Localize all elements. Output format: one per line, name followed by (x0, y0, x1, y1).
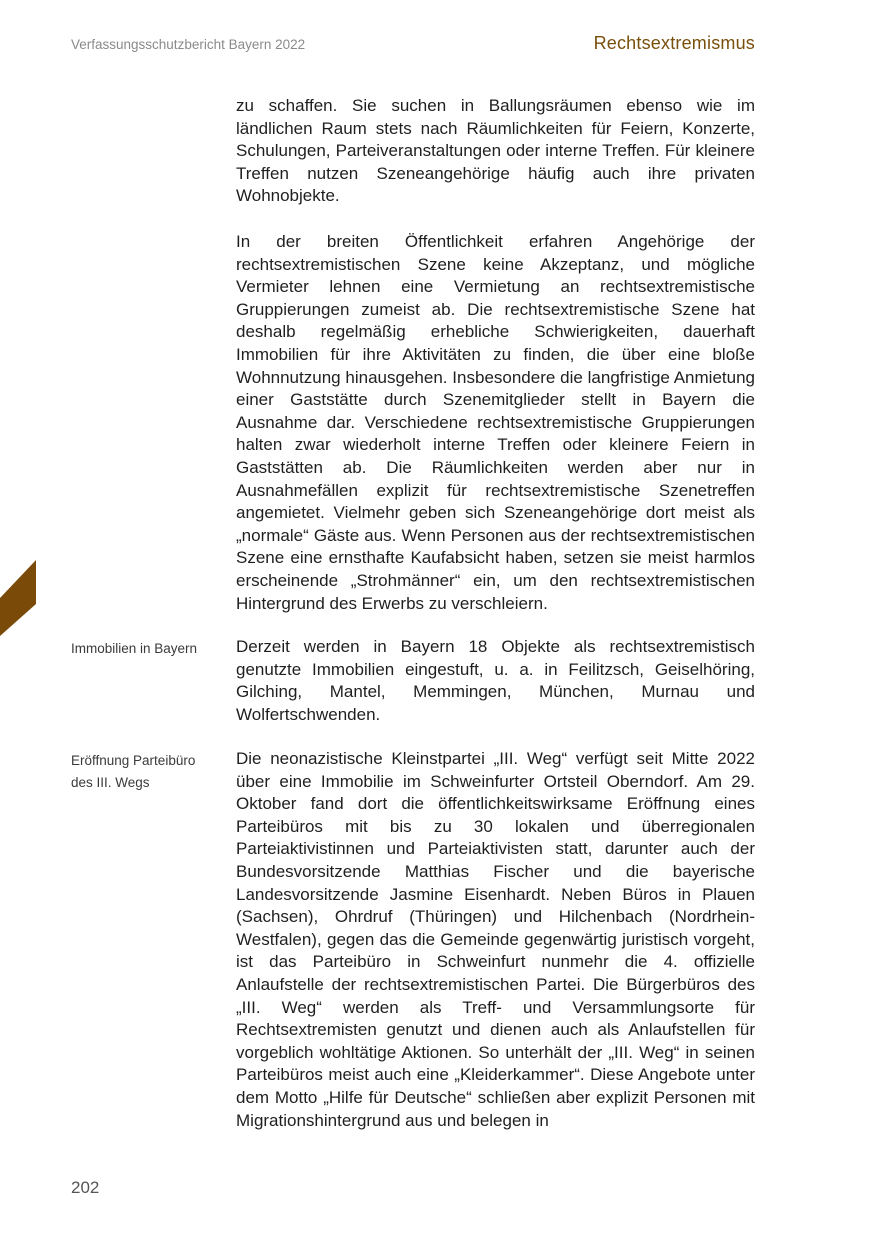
report-title: Verfassungsschutzbericht Bayern 2022 (71, 37, 306, 52)
section-title: Rechtsextremismus (593, 33, 755, 53)
paragraph-1: zu schaffen. Sie suchen in Ballungsräumen ebenso wie im ländlichen Raum stets nach Räumlichkeiten für Feiern, Konzerte, Schulungen, Parteiveranstaltungen oder interne Treffen. Für kleinere Treffen nutzen Szeneangehörige häufig auch ihre privaten Wohnobjekte. (236, 96, 755, 206)
paragraph-4: Die neonazistische Kleinstpartei „III. Weg“ verfügt seit Mitte 2022 über eine Immobilie im Schweinfurter Ortsteil Oberndorf. Am 29. Oktober fand dort die öffentlichkeitswirksame Eröffnung eines Parteibüros mit bis zu 30 lokalen und überregionalen Parteiaktivistinnen und Parteiaktivisten statt, darunter auch der Bundesvorsitzende Matthias Fischer und die bayerische Landesvorsitzende Jasmine Eisenhardt. Neben Büros in Plauen (Sachsen), Ohrdruf (Thüringen) und Hilchenbach (Nordrhein-Westfalen), gegen das die Gemeinde gegenwärtig juristisch vorgeht, ist das Parteibüro in Schweinfurt nunmehr die 4. offizielle Anlaufstelle der rechtsextremistischen Partei. Die Bürgerbüros des „III. Weg“ werden als Treff- und Versammlungsorte für Rechtsextremisten genutzt und dienen auch als Anlaufstellen für vorgeblich wohltätige Aktionen. So unterhält der „III. Weg“ in seinen Parteibüros meist auch eine „Kleiderkammer“. Diese Angebote unter dem Motto „Hilfe für Deutsche“ schließen aber explizit Personen mit Migrationshintergrund aus und belegen in (236, 749, 755, 1130)
side-label-eroeffnung (71, 750, 221, 794)
side-label-immobilien (71, 638, 221, 660)
side-label-eroeffnung-line2: des III. Wegs (71, 775, 150, 790)
paragraph-2: In der breiten Öffentlichkeit erfahren Angehörige der rechtsextremistischen Szene keine Akzeptanz, und mögliche Vermieter lehnen eine Vermietung an rechtsextremistische Gruppierungen zumeist ab. Die rechtsextremistische Szene hat deshalb regelmäßig erhebliche Schwierigkeiten, dauerhaft Immobilien für ihre Aktivitäten zu finden, die über eine bloße Wohnnutzung hinausgehen. Insbesondere die langfristige Anmietung einer Gaststätte durch Szenemitglieder stellt in Bayern die Ausnahme dar. Verschiedene rechtsextremistische Gruppierungen halten zwar wiederholt interne Treffen oder kleinere Feiern in Gaststätten ab. Die Räumlichkeiten werden aber nur in Ausnahmefällen explizit für rechtsextremistische Szenetreffen angemietet. Vielmehr geben sich Szeneangehörige dort meist als „normale“ Gäste aus. Wenn Personen aus der rechtsextremistischen Szene eine ernsthafte Kaufabsicht haben, setzen sie meist harmlos erscheinende „Strohmänner“ ein, um den rechtsextremistischen Hintergrund des Erwerbs zu verschleiern. (236, 232, 755, 613)
paragraph-3: Derzeit werden in Bayern 18 Objekte als rechtsextremistisch genutzte Immobilien eingestuft, u. a. in Feilitzsch, Geiselhöring, Gilching, Mantel, Memmingen, München, Murnau und Wolfertschwenden. (236, 637, 755, 724)
side-label-eroeffnung-line1: Eröffnung Parteibüro (71, 753, 196, 768)
chapter-tab-marker (0, 560, 36, 636)
page-number: 202 (71, 1178, 100, 1197)
side-label-immobilien-text: Immobilien in Bayern (71, 641, 198, 656)
